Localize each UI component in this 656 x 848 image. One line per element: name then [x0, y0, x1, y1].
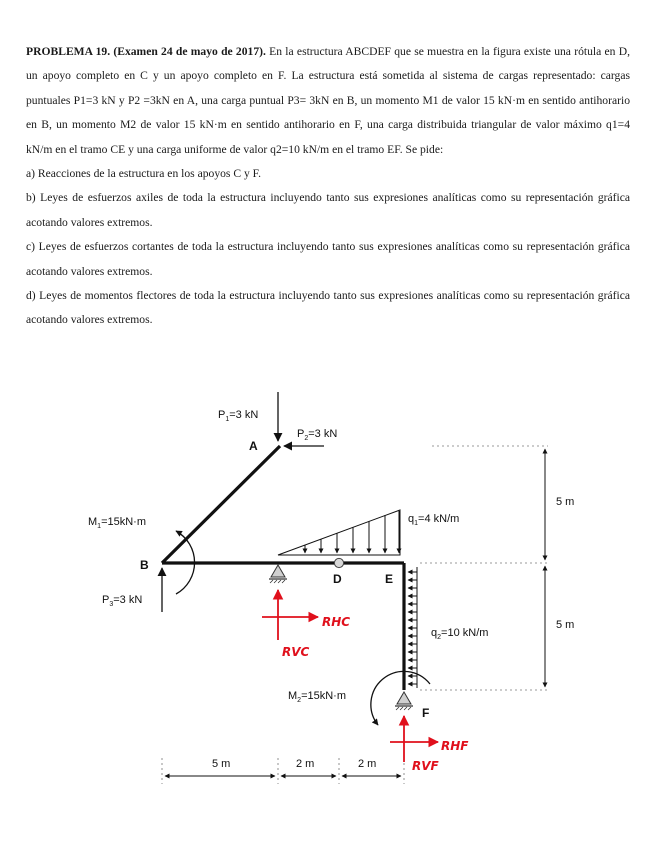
point-d-label: D — [333, 572, 342, 586]
q1-label: $q_1=4$ kN/m — [408, 513, 460, 527]
reaction-arrows-c — [262, 590, 318, 640]
member-ab — [162, 446, 280, 563]
q2-label: $q_2=10$ kN/m — [431, 627, 489, 641]
dim-h1-label: 5 m — [212, 758, 231, 770]
q1-triangular-load — [278, 510, 400, 555]
rhc-annotation: RHC — [322, 615, 351, 629]
question-b: b) Leyes de esfuerzos axiles de toda la estructura incluyendo tanto sus expresiones analíticas como su representación gráfica acotando valores extremos. — [26, 191, 630, 229]
point-e-label: E — [385, 572, 394, 586]
dim-v2-label: 5 m — [556, 619, 575, 631]
dim-h2-label: 2 m — [296, 758, 315, 770]
p3-label: $P_3=3$ kN — [102, 594, 143, 608]
dim-h3-label: 2 m — [358, 758, 377, 770]
point-a-label: A — [249, 439, 258, 453]
m2-label: $M_2=15kN\cdot m$ — [288, 690, 347, 704]
support-f — [395, 692, 413, 710]
question-c: c) Leyes de esfuerzos cortantes de toda la estructura incluyendo tanto sus expresiones analíticas como su representación gráfica acotando valores extremos. — [26, 240, 630, 278]
question-a: a) Reacciones de la estructura en los apoyos C y F. — [26, 167, 262, 181]
rhf-annotation: RHF — [441, 739, 469, 753]
problem-heading: PROBLEMA 19. (Examen 24 de mayo de 2017). — [26, 45, 266, 58]
point-b-label: B — [140, 558, 149, 572]
p2-label: $P_2=3$ kN — [297, 428, 338, 442]
point-f-label: F — [422, 706, 430, 720]
question-d: d) Leyes de momentos flectores de toda la estructura incluyendo tanto sus expresiones analíticas como su representación gráfica acotando valores extremos. — [26, 289, 630, 327]
hinge-d — [334, 558, 343, 567]
p1-label: $P_1=3$ kN — [218, 409, 259, 423]
dim-v1-label: 5 m — [556, 496, 575, 508]
q2-uniform-load — [408, 567, 417, 688]
m1-label: $M_1=15kN\cdot m$ — [88, 516, 147, 530]
support-c — [269, 565, 287, 583]
problem-intro: En la estructura ABCDEF que se muestra en la figura existe una rótula en D, un apoyo completo en C y un apoyo completo en F. La estructura está sometida al sistema de cargas representado: cargas puntuales P1=3 kN y P2 =3kN en A, una carga puntual P3= 3kN en B, un momento M1 de valor 15 kN·m en sentido antihorario en B, un momento M2 de valor 15 kN·m en sentido antihorario en F, una carga distribuida triangular de valor máximo q1=4 kN/m en el tramo CE y una carga uniforme de valor q2=10 kN/m en el tramo EF. Se pide: — [26, 45, 630, 156]
reaction-arrows-f — [390, 716, 438, 762]
rvc-annotation: RVC — [282, 645, 310, 659]
rvf-annotation: RVF — [412, 759, 439, 773]
vertical-dimensions — [420, 446, 548, 690]
